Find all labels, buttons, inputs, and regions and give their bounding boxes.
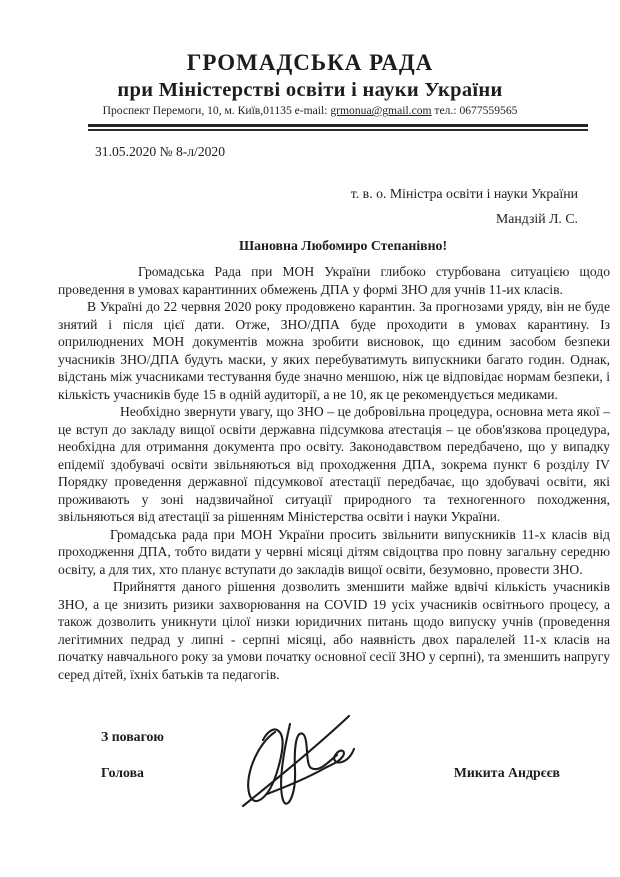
org-name-line1: ГРОМАДСЬКА РАДА — [186, 50, 434, 75]
letterhead-phone: тел.: 0677559565 — [431, 104, 518, 117]
body-paragraph: Громадська рада при МОН України просить звільнити випускників 11-х класів від проходження ДПА, тобто видати у червні місяці дітям свідоцтва про повну загальну середню освіту, а для тих, хто планує вступати до закладів вищої освіти, безумовно, провести ЗНО. — [58, 526, 610, 577]
letterhead-contact-line — [0, 104, 620, 118]
body-paragraph: Необхідно звернути увагу, що ЗНО – це добровільна процедура, основна мета якої – це вступ до закладу вищої освіти державна підсумкова атестація – це обов'язкова процедура, необхідна для отримання документа про освіту. Законодавством передбачено, що у випадку епідемії здобувачі освіти звільняються від проходження ДПА, зокрема пункт 6 розділу IV Порядку проведення державної підсумкової атестації передбачає, що здобувачі освіти, які проживають у зоні надзвичайної ситуації природного та техногенного походження, звільняються від атестації за рішенням Міністерства освіти і науки України. — [58, 404, 610, 524]
reference-date-number: 31.05.2020 № 8-л/2020 — [95, 144, 226, 159]
org-name-line2: при Міністерстві освіти і науки України — [117, 79, 503, 101]
salutation: Шановна Любомиро Степанівно! — [239, 238, 448, 253]
closing-position: Голова — [101, 765, 144, 780]
body-paragraph: В Україні до 22 червня 2020 року продовжено карантин. За прогнозами уряду, він не буде знятий і після цієї дати. Отже, ЗНО/ДПА буде проходити в умовах карантину. Із оприлюднених МОН документів можна зробити висновок, що єдиним засобом безпеки учасників ЗНО/ДПА будуть маски, у яких перебуватимуть випускники багато годин. Однак, відстань між учасниками тестування буде значно меншою, ніж це відповідає нормам безпеки, і кількість учасників буде 15 в одній аудиторії, а не 10, як це рекомендується медиками. — [58, 299, 610, 402]
letterhead-divider — [88, 124, 588, 131]
letterhead-email: grmonua@gmail.com — [330, 104, 432, 117]
letterhead-address: Проспект Перемоги, 10, м. Київ,01135 e-mail: — [102, 104, 331, 117]
body-paragraph: Прийняття даного рішення дозволить зменшити майже вдвічі кількість учасників ЗНО, а це знизить ризики захворювання на COVID 19 усіх учасників освітнього процесу, а також дозволить уникнути цілої низки юридичних питань щодо випуску учнів (проведення легітимних педрад у липні - серпні місяці, або наявність двох паралелей 11-х класів на початку навчального року за умови початку основної сесії ЗНО у серпні), та зменшить напругу серед дітей, їхніх батьків та педагогів. — [58, 579, 610, 682]
addressee-block — [0, 181, 578, 231]
letter-body — [58, 263, 610, 683]
letterhead — [0, 0, 620, 131]
addressee-title: т. в. о. Міністра освіти і науки України — [350, 186, 578, 201]
body-paragraph: Громадська Рада при МОН України глибоко стурбована ситуацією щодо проведення в умовах карантинних обмежень ДПА у формі ЗНО для учнів 11-их класів. — [58, 264, 610, 297]
handwritten-signature-icon — [233, 710, 357, 818]
closing-name: Микита Андрєєв — [453, 765, 560, 780]
closing-regards: З повагою — [101, 729, 164, 744]
addressee-name: Мандзій Л. С. — [496, 211, 578, 226]
